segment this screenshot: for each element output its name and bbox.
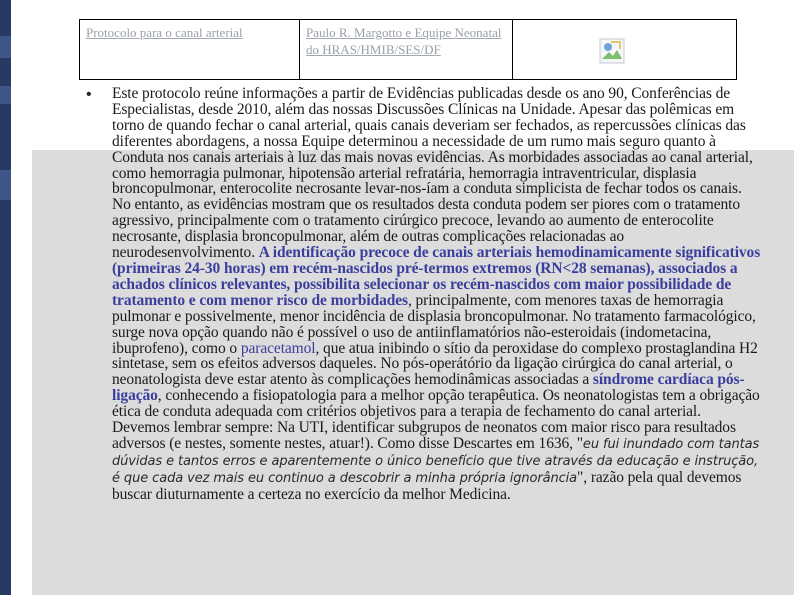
header-table (79, 19, 737, 80)
highlight-paracetamol: paracetamol (240, 339, 316, 357)
body-paragraph (112, 86, 762, 503)
body-text-segment: , conhecendo a fisiopatologia para a melhor opção terapêutica. Os neonatologistas tem a obrigação ética de conduta adequada com critérios objetivos para a terapia de fechamento do canal arterial. Devemos lembrar sempre: Na UTI, identificar subgrupos de neonatos com maior risco para resultados adversos (e nestes, somente nestes, atuar!). Como disse Descartes em 1636, " (112, 387, 760, 452)
body-text-segment: , que atua inibindo o sítio da peroxidase do complexo prostaglandina H2 sintetase, sem os efeitos adversos daqueles. No pós-operátório da ligação cirúrgica do canal arterial, o neonatologista deve estar atento às complicações hemodinâmicas associadas a (112, 339, 758, 389)
body-text-segment: , principalmente, com menores taxas de hemorragia pulmonar e possivelmente, menor incidência de displasia broncopulmonar. No tratamento farmacológico, surge nova opção quando não é possível o uso de antiinflamatórios não-esteroidais (indometacina, ibuprofeno), como o (112, 291, 756, 357)
left-bar-segment (0, 86, 11, 104)
bullet-marker: • (86, 86, 92, 103)
highlight-early-identification: A identificação precoce de canais arteriais hemodinamicamente significativos (primeiras 24-30 horas) em recém-nascidos pré-termos extremos (RN<28 semanas), associados a achados clínicos relevantes, possibilita selecionar os recém-nascidos com maior possibilidade de tratamento e com menor risco de morbidades (112, 244, 761, 309)
left-bar-segment (0, 36, 11, 58)
body-text-segment: ", razão pela qual devemos buscar diuturnamente a certeza no exercício da melhor Medicina. (112, 468, 742, 503)
descartes-quote: eu fui inundado com tantas dúvidas e tantos erros e aparentemente o único benefício que tive através da educação e instrução, é que cada vez mais eu continuo a descobrir a minha própria ignorância (112, 436, 760, 486)
left-accent-bar (0, 0, 11, 595)
body-text-segment: Este protocolo reúne informações a partir de Evidências publicadas desde os ano 90, Conferências de Especialistas, desde 2010, além das nossas Discussões Clínicas na Unidade. Apesar das polêmicas em torno de quando fechar o canal arterial, quais canais deveriam ser fechados, as repercussões clínicas das diferentes abordagens, a nossa Equipe determinou a necessidade de um rumo mais seguro quanto à Conduta nos canais arteriais à luz das mais novas evidências. As morbidades associadas ao canal arterial, como hemorragia pulmonar, hipotensão arterial refratária, hemorragia intraventricular, displasia broncopulmonar, enterocolite necrosante levar-nos-íam a conduta simplicista de fechar todos os canais. No entanto, as evidências mostram que os resultados desta conduta podem ser piores com o tratamento agressivo, principalmente com o tratamento cirúrgico precoce, levando ao aumento de enterocolite necrosante, displasia broncopulmonar, além de outras complicações relacionadas ao neurodesenvolvimento. (112, 85, 753, 262)
image-placeholder-icon (599, 38, 625, 64)
authors-link[interactable]: Paulo R. Margotto e Equipe Neonatal do HRAS/HMIB/SES/DF (300, 20, 513, 80)
protocol-link[interactable]: Protocolo para o canal arterial (80, 20, 300, 80)
logo-cell (513, 20, 737, 80)
left-bar-segment (0, 170, 11, 200)
highlight-post-ligation-syndrome: síndrome cardíaca pós-ligação (112, 371, 745, 405)
